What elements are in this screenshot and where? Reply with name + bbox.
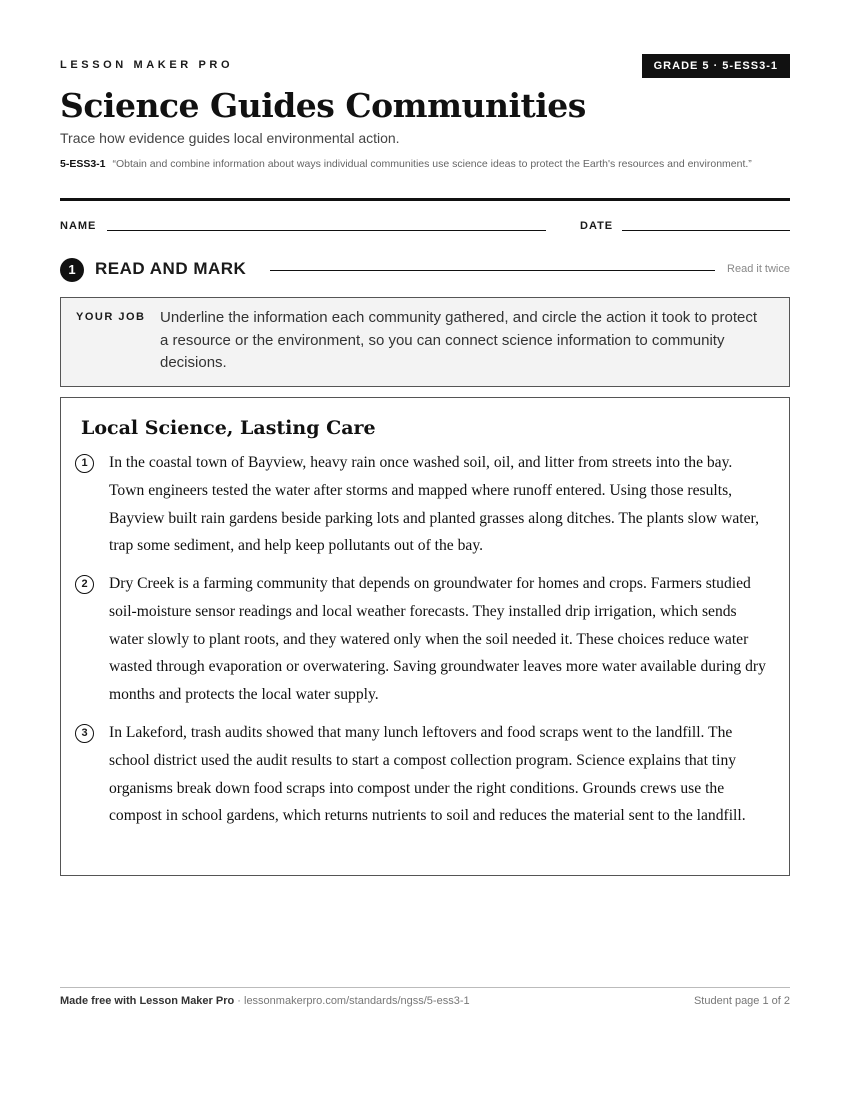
grade-badge: GRADE 5 · 5-ESS3-1 xyxy=(642,54,790,78)
footer-divider xyxy=(60,987,790,988)
standard-code: 5-ESS3-1 xyxy=(60,158,106,170)
name-field[interactable] xyxy=(107,230,546,231)
section-header xyxy=(60,258,790,282)
date-field[interactable] xyxy=(622,230,790,231)
paragraph-number-icon: 3 xyxy=(75,724,94,743)
date-label: DATE xyxy=(580,220,614,232)
paragraph-text[interactable]: In the coastal town of Bayview, heavy rain once washed soil, oil, and litter from streets into the bay. Town engineers tested the water after storms and mapped where runoff entered. Using those results, Bayview built rain gardens beside parking lots and planted grasses along ditches. The plants slow water, trap some sediment, and help keep pollutants out of the bay. xyxy=(109,454,759,555)
step-number-badge: 1 xyxy=(60,258,84,282)
paragraph-text[interactable]: In Lakeford, trash audits showed that many lunch leftovers and food scraps went to the landfill. The school district used the audit results to start a compost collection program. Science explains that tiny organisms break down food scraps into compost under the right conditions. Grounds crews use the compost in school gardens, which returns nutrients to soil and reduces the material sent to the landfill. xyxy=(109,724,746,825)
brand-name: LESSON MAKER PRO xyxy=(60,59,234,71)
footer-url[interactable]: · lessonmakerpro.com/standards/ngss/5-ess3-1 xyxy=(237,995,470,1007)
paragraph-text[interactable]: Dry Creek is a farming community that depends on groundwater for homes and crops. Farmers studied soil-moisture sensor readings and local weather forecasts. They installed drip irrigation, which sends water slowly to plant roots, and they watered only when the soil needed it. These choices reduce water wasted through evaporation or overwatering. Saving groundwater leaves more water available during dry months and protects the local water supply. xyxy=(109,575,766,704)
footer-page-number: Student page 1 of 2 xyxy=(693,995,790,1007)
page-subtitle: Trace how evidence guides local environmental action. xyxy=(60,130,400,146)
page-title: Science Guides Communities xyxy=(60,86,586,125)
your-job-label: YOUR JOB xyxy=(76,311,146,323)
section-note: Read it twice xyxy=(727,263,790,275)
footer-made-with: Made free with Lesson Maker Pro xyxy=(60,995,235,1007)
section-title: READ AND MARK xyxy=(95,259,247,278)
paragraph-number-icon: 1 xyxy=(75,454,94,473)
header-divider xyxy=(60,198,790,201)
paragraph-number-icon: 2 xyxy=(75,575,94,594)
footer-credit xyxy=(60,995,470,1007)
reading-title: Local Science, Lasting Care xyxy=(81,417,376,439)
standard-text: “Obtain and combine information about ways individual communities use science ideas to protect the Earth's resources and environment.” xyxy=(112,158,752,170)
your-job-box xyxy=(60,297,790,387)
standard-statement xyxy=(60,156,780,172)
section-divider xyxy=(270,270,715,271)
your-job-text: Underline the information each community gathered, and circle the action it took to protect a resource or the environment, so you can connect science information to community decisions. xyxy=(160,309,757,371)
reading-passage-box xyxy=(60,397,790,876)
name-label: NAME xyxy=(60,220,97,232)
